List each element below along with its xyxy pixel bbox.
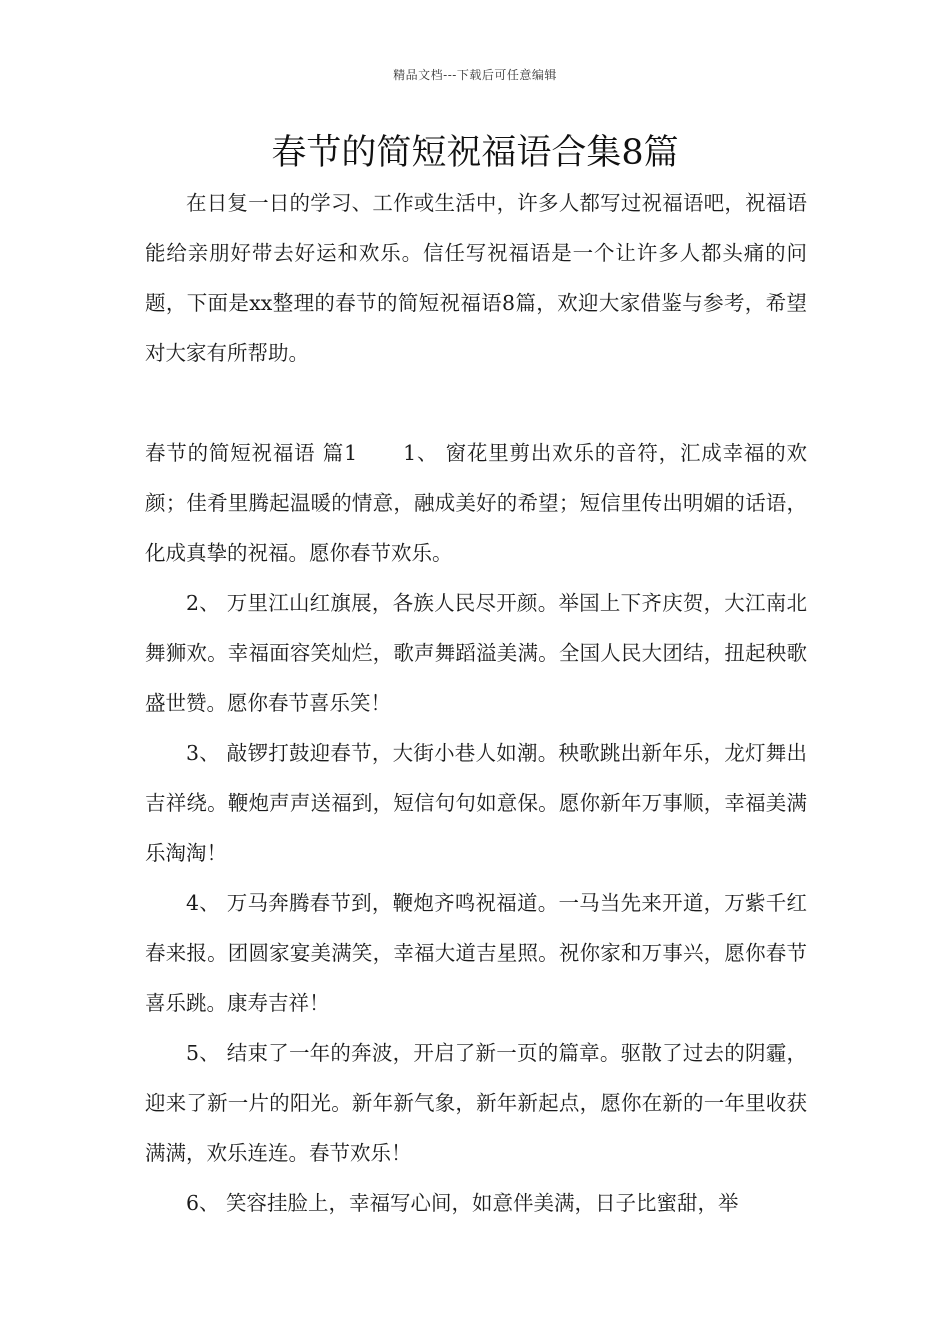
intro-paragraph: 在日复一日的学习、工作或生活中，许多人都写过祝福语吧，祝福语能给亲朋好带去好运和欢乐。信任写祝福语是一个让许多人都头痛的问题，下面是xx整理的春节的简短祝福语8篇，欢迎大家借鉴与参考，希望对大家有所帮助。: [145, 191, 807, 365]
paragraph-spacer: [145, 378, 807, 428]
wish-item-5: 5、 结束了一年的奔波，开启了新一页的篇章。驱散了过去的阴霾，迎来了新一片的阳光。新年新气象，新年新起点，愿你在新的一年里收获满满，欢乐连连。春节欢乐！: [145, 1041, 807, 1165]
wish-item-6: 6、 笑容挂脸上，幸福写心间，如意伴美满，日子比蜜甜，举: [186, 1191, 739, 1215]
wish-item-3: 3、 敲锣打鼓迎春节，大街小巷人如潮。秧歌跳出新年乐，龙灯舞出吉祥绕。鞭炮声声送福到，短信句句如意保。愿你新年万事顺，幸福美满乐淘淘！: [145, 741, 807, 865]
document-title: 春节的简短祝福语合集8篇: [271, 133, 679, 173]
header-watermark: 精品文档---下载后可任意编辑: [393, 68, 557, 82]
wish-item-2: 2、 万里江山红旗展，各族人民尽开颜。举国上下齐庆贺，大江南北舞狮欢。幸福面容笑灿烂，歌声舞蹈溢美满。全国人民大团结，扭起秧歌盛世赞。愿你春节喜乐笑！: [145, 591, 807, 715]
wish-item-4: 4、 万马奔腾春节到，鞭炮齐鸣祝福道。一马当先来开道，万紫千红春来报。团圆家宴美满笑，幸福大道吉星照。祝你家和万事兴，愿你春节喜乐跳。康寿吉祥！: [145, 891, 807, 1015]
section-first-paragraph: [145, 428, 807, 578]
wish-item-1: 1、 窗花里剪出欢乐的音符，汇成幸福的欢颜；佳肴里腾起温暖的情意，融成美好的希望；短信里传出明媚的话语，化成真挚的祝福。愿你春节欢乐。: [145, 441, 807, 565]
section-heading: 春节的简短祝福语 篇1: [145, 441, 358, 465]
document-body: [145, 178, 807, 1228]
